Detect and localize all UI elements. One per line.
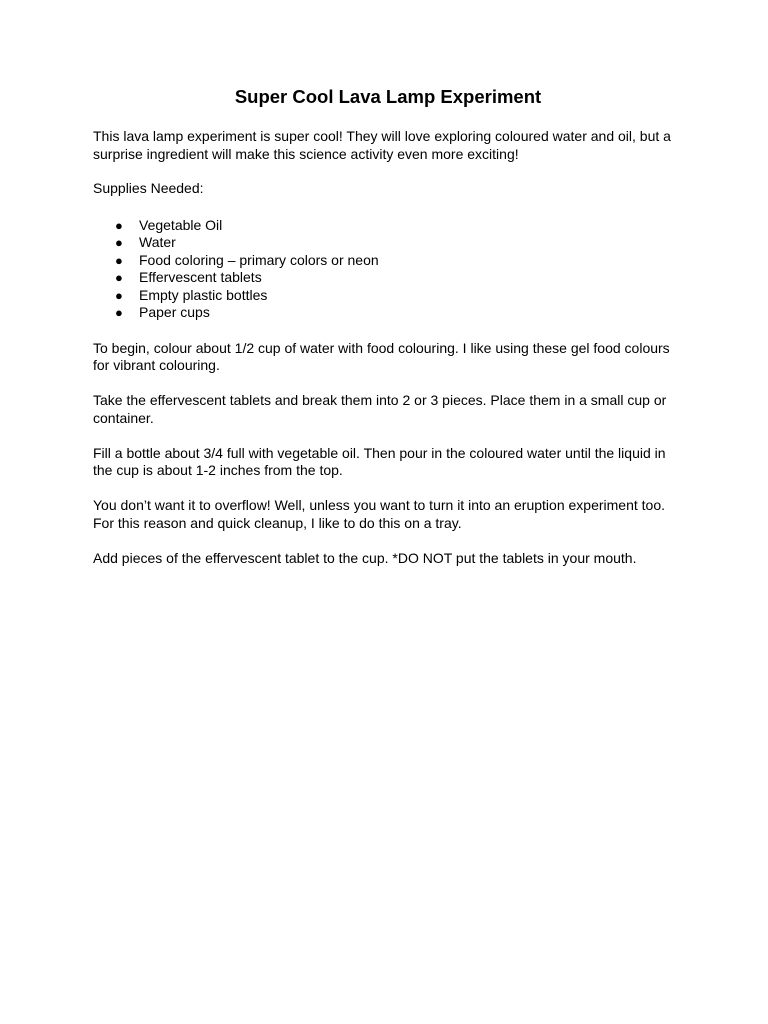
bullet-icon: ●	[115, 252, 123, 268]
supply-item-label: Vegetable Oil	[139, 216, 223, 233]
supply-item-label: Empty plastic bottles	[139, 286, 268, 303]
supplies-heading: Supplies Needed:	[93, 180, 204, 196]
supplies-list	[93, 217, 683, 322]
supply-item-label: Paper cups	[139, 304, 210, 320]
page-title: Super Cool Lava Lamp Experiment	[234, 86, 542, 107]
step-paragraph: Take the effervescent tablets and break them into 2 or 3 pieces. Place them in a small cup or container.	[93, 392, 667, 426]
document-page	[93, 86, 683, 567]
list-item	[93, 252, 683, 270]
bullet-icon: ●	[115, 270, 123, 285]
bullet-icon: ●	[115, 305, 123, 320]
step-paragraph: To begin, colour about 1/2 cup of water with food colouring. I like using these gel food colours for vibrant colouring.	[93, 339, 670, 373]
list-item	[93, 269, 683, 287]
list-item	[93, 287, 683, 305]
supply-item-label: Effervescent tablets	[139, 269, 262, 285]
bullet-icon: ●	[115, 217, 123, 233]
step-paragraph: Add pieces of the effervescent tablet to the cup. *DO NOT put the tablets in your mouth.	[93, 549, 637, 566]
supply-item-label: Food coloring – primary colors or neon	[139, 251, 379, 268]
list-item	[93, 217, 683, 235]
step-paragraph: Fill a bottle about 3/4 full with vegetable oil. Then pour in the coloured water until the liquid in the cup is about 1-2 inches from the top.	[93, 444, 666, 478]
list-item	[93, 304, 683, 322]
intro-paragraph: This lava lamp experiment is super cool! They will love exploring coloured water and oil, but a surprise ingredient will make this science activity even more exciting!	[93, 128, 671, 162]
list-item	[93, 234, 683, 252]
supply-item-label: Water	[139, 234, 176, 250]
bullet-icon: ●	[115, 235, 123, 250]
bullet-icon: ●	[115, 287, 123, 303]
step-paragraph: You don’t want it to overflow! Well, unless you want to turn it into an eruption experiment too. For this reason and quick cleanup, I like to do this on a tray.	[93, 497, 665, 531]
